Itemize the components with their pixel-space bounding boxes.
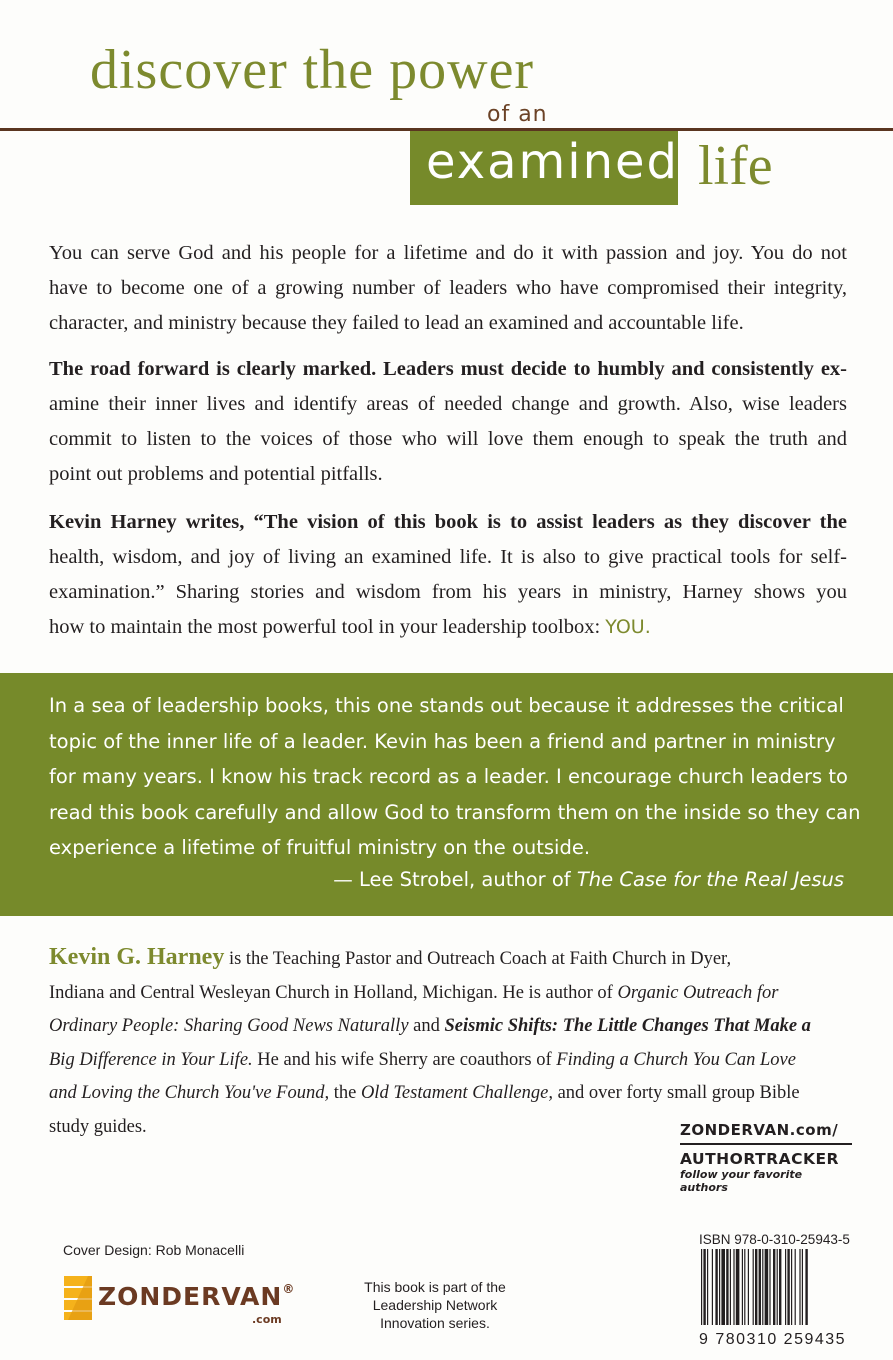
barcode-bar xyxy=(787,1249,789,1325)
author-name: Kevin G. Harney xyxy=(49,944,225,970)
title-of-an: of an xyxy=(487,102,548,127)
bio-book-title-bold: Seismic Shifts: The Little Changes That Make a xyxy=(444,1016,811,1036)
author-bio xyxy=(49,941,847,1144)
series-line: Leadership Network xyxy=(372,1297,498,1313)
bio-book-title: Organic Outreach for xyxy=(617,982,779,1003)
authortracker-tagline: follow your favorite authors xyxy=(680,1168,803,1194)
paragraph-1 xyxy=(49,236,847,341)
bio-text: the xyxy=(329,1083,361,1103)
barcode-number: 9 780310 259435 xyxy=(699,1331,847,1348)
series-line: This book is part of the xyxy=(364,1279,506,1295)
barcode-bar xyxy=(795,1249,796,1325)
attribution-book-title: The Case for the Real Jesus xyxy=(576,868,844,891)
barcode-bar xyxy=(769,1249,770,1325)
barcode-bar xyxy=(791,1249,792,1325)
p3-line: examination.” Sharing stories and wisdom from his years in ministry, Harney shows you xyxy=(49,581,847,603)
barcode-bar xyxy=(799,1249,800,1325)
zondervan-logo-com: .com xyxy=(252,1313,282,1326)
cover-design-credit: Cover Design: Rob Monacelli xyxy=(63,1242,245,1258)
p3-bold-text: Kevin Harney writes, “The vision of this book is to assist leaders as they discover the xyxy=(49,511,847,533)
p2-line: point out problems and potential pitfalls. xyxy=(49,463,383,485)
bio-text: and xyxy=(408,1016,445,1036)
title-examined: examined xyxy=(426,134,680,190)
bio-text: Indiana and Central Wesleyan Church in Holland, Michigan. He is author of xyxy=(49,982,618,1003)
barcode-bar xyxy=(755,1249,757,1325)
attribution-prefix: — Lee Strobel, author of xyxy=(333,868,577,891)
barcode-bar xyxy=(779,1249,781,1325)
bio-book-title: Ordinary People: Sharing Good News Naturally xyxy=(49,1016,409,1036)
bio-book-title: and Loving the Church You've Found, xyxy=(49,1083,330,1103)
barcode-bar xyxy=(703,1249,705,1325)
registered-mark: ® xyxy=(282,1282,296,1296)
p2-bold-text: The road forward is clearly marked. Leaders must decide to humbly and consistently ex- xyxy=(49,358,847,380)
p3-bold-line xyxy=(49,505,847,540)
bio-line xyxy=(49,977,847,1011)
bio-line: study guides. xyxy=(49,1116,147,1137)
series-note xyxy=(355,1278,515,1332)
barcode-bar xyxy=(785,1249,786,1325)
quote-attribution xyxy=(333,868,844,891)
zondervan-logo-text xyxy=(98,1282,295,1311)
barcode-bar xyxy=(701,1249,702,1325)
barcode-bar xyxy=(742,1249,743,1325)
authortracker-url: ZONDERVAN.com/ xyxy=(680,1121,839,1139)
barcode-bar xyxy=(712,1249,713,1325)
barcode-bar xyxy=(733,1249,734,1325)
bio-line xyxy=(49,1010,847,1044)
zondervan-logo-icon xyxy=(64,1276,92,1320)
quote-line: experience a lifetime of fruitful ministry on the outside. xyxy=(49,836,591,859)
barcode-bar xyxy=(748,1249,749,1325)
barcode-icon xyxy=(699,1249,851,1325)
quote-line: for many years. I know his track record as a leader. I encourage church leaders to xyxy=(49,765,848,788)
publisher-name: ZONDERVAN xyxy=(98,1282,283,1311)
barcode-bar xyxy=(707,1249,708,1325)
authortracker-block xyxy=(680,1121,852,1194)
authortracker-label: AUTHORTRACKER xyxy=(680,1143,852,1168)
paragraph-2 xyxy=(49,352,847,492)
quote-line: topic of the inner life of a leader. Kevin has been a friend and partner in ministry xyxy=(49,729,836,753)
p3-last-text: how to maintain the most powerful tool in your leadership toolbox: xyxy=(49,616,606,638)
barcode-bar xyxy=(753,1249,754,1325)
bio-book-title: Finding a Church You Can Love xyxy=(556,1049,796,1070)
quote-line: In a sea of leadership books, this one stands out because it addresses the critical xyxy=(49,694,844,717)
isbn-label: ISBN 978-0-310-25943-5 xyxy=(699,1232,850,1247)
barcode-bar xyxy=(719,1249,720,1325)
series-line: Innovation series. xyxy=(380,1315,490,1331)
bio-book-title: Old Testament Challenge, xyxy=(360,1083,553,1103)
barcode-bar xyxy=(759,1249,761,1325)
title-discover-the-power: discover the power xyxy=(90,39,535,101)
endorsement-quote xyxy=(49,688,861,866)
barcode-bar xyxy=(736,1249,740,1325)
you-emphasis: YOU. xyxy=(605,616,651,638)
quote-line: read this book carefully and allow God to transform them on the inside so they can xyxy=(49,800,861,824)
barcode-bar xyxy=(726,1249,728,1325)
bio-line xyxy=(49,941,847,977)
p2-line: commit to listen to the voices of those who will love them enough to speak the truth and xyxy=(49,428,847,450)
title-life: life xyxy=(698,135,773,197)
bio-text: and over forty small group Bible xyxy=(552,1083,800,1103)
bio-text: is the Teaching Pastor and Outreach Coach at Faith Church in Dyer, xyxy=(224,949,732,969)
barcode-bar xyxy=(715,1249,717,1325)
p1-line: character, and ministry because they failed to lead an examined and accountable life. xyxy=(49,312,744,334)
p1-line: You can serve God and his people for a lifetime and do it with passion and joy. You do not xyxy=(49,242,847,264)
barcode-bar xyxy=(744,1249,745,1325)
bio-line xyxy=(49,1044,847,1078)
barcode-bar xyxy=(802,1249,803,1325)
barcode-bar xyxy=(773,1249,775,1325)
p1-line: have to become one of a growing number of leaders who have compromised their integrity, xyxy=(49,277,847,299)
p2-bold-line xyxy=(49,352,847,387)
p2-line: amine their inner lives and identify areas of needed change and growth. Also, wise leaders xyxy=(49,393,847,415)
barcode-bar xyxy=(777,1249,778,1325)
barcode-bar xyxy=(721,1249,725,1325)
barcode-bar xyxy=(765,1249,769,1325)
paragraph-3 xyxy=(49,505,847,645)
bio-text: He and his wife Sherry are coauthors of xyxy=(252,1049,557,1070)
bio-book-title: Big Difference in Your Life. xyxy=(49,1049,253,1070)
bio-line xyxy=(49,1077,847,1111)
barcode-bar xyxy=(730,1249,731,1325)
barcode-bar xyxy=(762,1249,763,1325)
p3-line: health, wisdom, and joy of living an examined life. It is also to give practical tools for self- xyxy=(49,546,847,568)
p3-last-line xyxy=(49,610,847,645)
barcode-bar xyxy=(805,1249,807,1325)
